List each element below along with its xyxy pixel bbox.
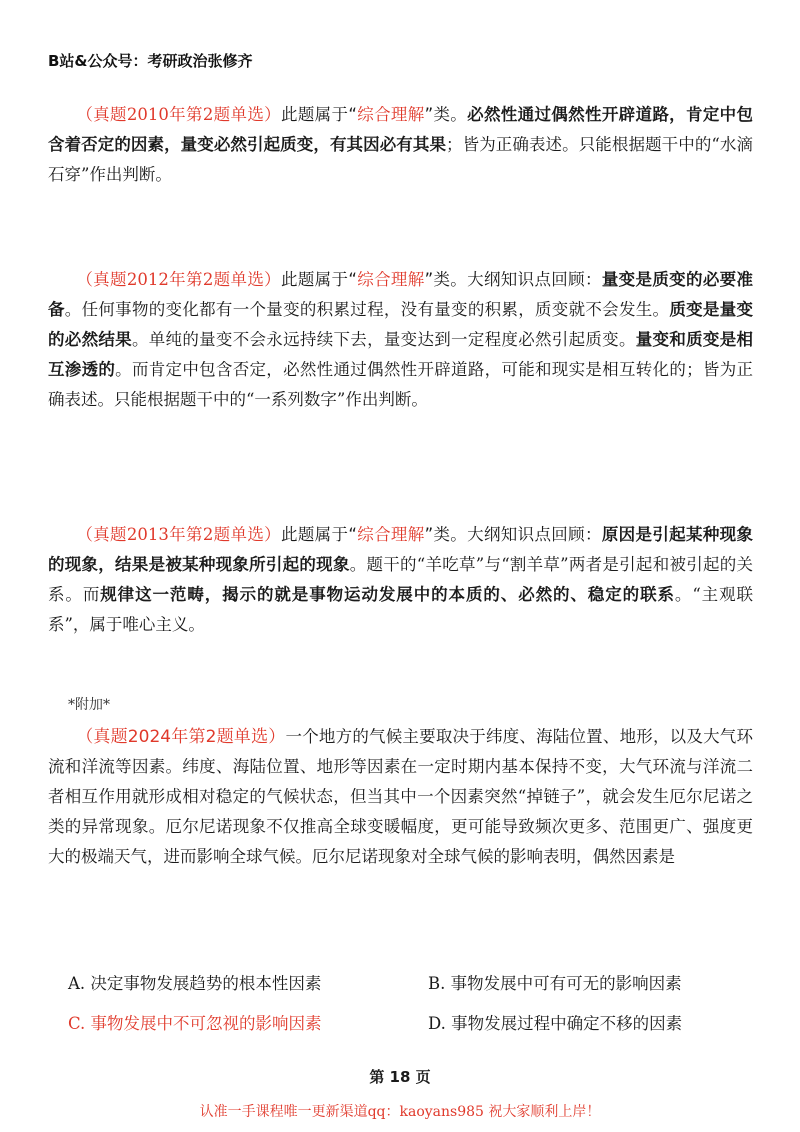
- question-tag: （真题2024年第2题单选）: [76, 727, 286, 747]
- option-d: D. 事物发展过程中确定不移的因素: [428, 1014, 683, 1033]
- footer-note: 认准一手课程唯一更新渠道qq：kaoyans985 祝大家顺利上岸！: [199, 1104, 601, 1120]
- key-point: 规律这一范畴，揭示的就是事物运动发展中的本质的、必然的、稳定的联系: [100, 585, 675, 604]
- page-header: B站&公众号：考研政治张修齐: [48, 52, 253, 70]
- question-stem: 一个地方的气候主要取决于纬度、海陆位置、地形，以及大气环流和洋流等因素。纬度、海陆位置、地形等因素在一定时期内基本保持不变，大气环流与洋流二者相互作用就形成相对稳定的气候状态，但当其中一个因素突然“掉链子”，就会发生厄尔尼诺之类的异常现象。厄尔尼诺现象不仅推高全球变暖幅度，更可能导致频次更多、范围更广、强度更大的极端天气，进而影响全球气候。厄尔尼诺现象对全球气候的影响表明，偶然因素是: [48, 727, 753, 866]
- appendix-label: *附加*: [68, 697, 110, 713]
- category-label: 综合理解: [356, 270, 425, 289]
- key-point: 原因是引起某种现象的现象，结果是被某种现象所引起的现象: [48, 525, 754, 574]
- option-a: A. 决定事物发展趋势的根本性因素: [68, 974, 322, 993]
- section-2010: （真题2010年第2题单选）此题属于“综合理解”类。必然性通过偶然性开辟道路，肯定中包含着否定的因素，量变必然引起质变，有其因必有其果；皆为正确表述。只能根据题干中的“水滴石穿”作出判断。: [48, 105, 754, 184]
- question-tag: （真题2012年第2题单选）: [76, 270, 282, 289]
- question-tag: （真题2010年第2题单选）: [76, 105, 282, 124]
- category-label: 综合理解: [356, 105, 425, 124]
- option-c-answer: C. 事物发展中不可忽视的影响因素: [68, 1014, 322, 1033]
- question-tag: （真题2013年第2题单选）: [76, 525, 282, 544]
- category-label: 综合理解: [356, 525, 425, 544]
- option-b: B. 事物发展中可有可无的影响因素: [428, 974, 682, 993]
- key-point: 质变是量变的必然结果: [48, 300, 754, 349]
- key-point: 量变和质变是相互渗透的: [48, 330, 754, 379]
- section-2012: （真题2012年第2题单选）此题属于“综合理解”类。大纲知识点回顾：量变是质变的必要准备。任何事物的变化都有一个量变的积累过程，没有量变的积累，质变就不会发生。质变是量变的必然结果。单纯的量变不会永远持续下去，量变达到一定程度必然引起质变。量变和质变是相互渗透的。而肯定中包含否定，必然性通过偶然性开辟道路，可能和现实是相互转化的；皆为正确表述。只能根据题干中的“一系列数字”作出判断。: [48, 270, 754, 409]
- section-2013: （真题2013年第2题单选）此题属于“综合理解”类。大纲知识点回顾：原因是引起某种现象的现象，结果是被某种现象所引起的现象。题干的“羊吃草”与“割羊草”两者是引起和被引起的关系。而规律这一范畴，揭示的就是事物运动发展中的本质的、必然的、稳定的联系。“主观联系”，属于唯心主义。: [48, 525, 754, 634]
- key-point: 量变是质变的必要准备: [48, 270, 754, 319]
- page-number: 第 18 页: [369, 1068, 431, 1086]
- key-point: 必然性通过偶然性开辟道路，肯定中包含着否定的因素，量变必然引起质变，有其因必有其果: [48, 105, 753, 154]
- appendix-question: [48, 722, 753, 872]
